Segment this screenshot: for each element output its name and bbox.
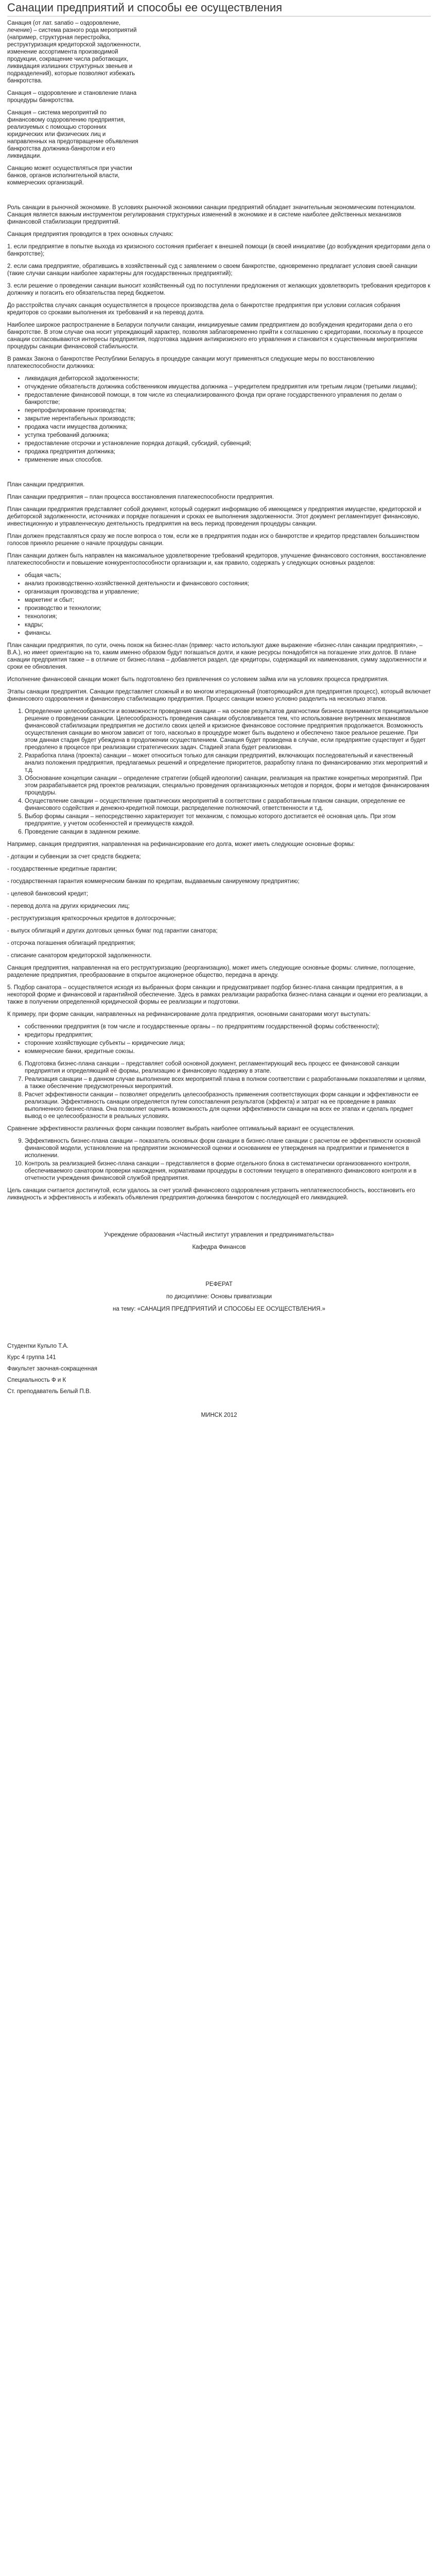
list-item: • финансы. bbox=[25, 630, 431, 637]
body-paragraph: Сравнение эффективности различных форм санации позволяет выбрать наиболее оптимальный вариант ее осуществления. bbox=[7, 1126, 355, 1132]
list-item: • сторонние хозяйствующие субъекты – юридические лица; bbox=[25, 1040, 431, 1047]
plan-sections-list bbox=[7, 572, 431, 637]
list-item: • общая часть; bbox=[25, 572, 431, 579]
spacer bbox=[7, 192, 431, 204]
final-stages-list bbox=[7, 1060, 431, 1120]
spacer bbox=[7, 1318, 431, 1330]
list-item: 4. Осуществление санации – осуществление практических мероприятий в соответствии с разработанным планом санации, определение ее финансового содействия и денежно-кредитной помощи, распределение полномочий, ответственности и т.д. bbox=[25, 798, 431, 812]
list-item: • закрытие нерентабельных производств; bbox=[25, 415, 431, 422]
list-item: • организация производства и управление; bbox=[25, 588, 431, 596]
list-item: • уступка требований должника; bbox=[25, 432, 431, 439]
list-item: 9. Эффективность бизнес-плана санации – показатель основных форм санации в бизнес-плане санации с расчетом ее эффективности основной финансовой модели, установление на предприятии экономической оценки и основанием ее утверждения на предприятии и применяется в исполнении. bbox=[25, 1138, 431, 1159]
intro-block bbox=[7, 20, 141, 187]
list-item: 2. Разработка плана (проекта) санации – может относиться только для санации предприятий, включающих последовательный и качественный анализ положения предприятия, предлагаемых решений и определение приоритетов, разработку плана по финансированию этих мероприятий и т.д. bbox=[25, 752, 431, 774]
body-paragraph: План санации должен быть направлен на максимальное удовлетворение требований кредиторов, улучшение финансового состояния, восстановление платежеспособности и повышение конкурентоспособности организации и, как правило, содержать у следующих основных разделов: bbox=[7, 553, 426, 566]
spacer bbox=[7, 1219, 431, 1231]
list-item: • производство и технологии; bbox=[25, 605, 431, 612]
list-item: 3. Обоснование концепции санации – определение стратегии (общей идеологии) санации, реализация на практике конкретных мероприятий. При этом разрабатывается ряд проектов реализации, специально проведения организационных методов и порядок, форм и методов финансирования процедуры. bbox=[25, 775, 431, 796]
city-year: МИНСК 2012 bbox=[201, 1412, 237, 1418]
spacer bbox=[7, 1256, 431, 1268]
institution-name: Учреждение образования «Частный институт управления и предпринимательства» bbox=[104, 1232, 334, 1238]
spacer bbox=[7, 1207, 431, 1219]
list-item: • кадры; bbox=[25, 621, 431, 629]
dash-item: - реструктуризация краткосрочных кредитов в долгосрочные; bbox=[7, 916, 176, 922]
spacer bbox=[7, 469, 431, 481]
list-item: • перепрофилирование производства; bbox=[25, 407, 431, 414]
list-item: • применение иных способов. bbox=[25, 456, 431, 464]
dash-item: - выпуск облигаций и других долговых ценных бумаг под гарантии санатора; bbox=[7, 928, 218, 934]
list-item: 8. Расчет эффективности санации – позволяет определить целесообразность применения соответствующих форм санации и эффективности ее реализации. Эффективность санации определяется путем сопоставления результатов (эффекта) и затрат на ее проведение в рамках выполненного бизнес-плана. Она позволяет оценить возможность для оценки эффективности санации на всех ее этапах и сделать предмет вывод о ее целесообразности в реальных условиях. bbox=[25, 1091, 431, 1120]
dash-item: - государственная гарантия коммерческим банкам по кредитам, выдаваемым санируемому предприятию; bbox=[7, 878, 300, 885]
body-paragraph: Санация предприятия, направленная на его реструктуризацию (реорганизацию), может иметь следующие основные формы: слияние, поглощение, разделение предприятия, преобразование в открытое акционерное общество, передача в аренду. bbox=[7, 965, 415, 978]
body-section-law bbox=[7, 302, 431, 464]
body-paragraph: Наиболее широкое распространение в Беларуси получили санации, инициируемые самим предприятием до возбуждения кредиторами дела о его банкротстве. В этом случае она носит упреждающий характер, позволяя заблаговременно прийти к соглашению с кредиторами, поскольку в процессе санации согласовываются интересы предприятия, подготовка задания антикризисного его управления и становится к существенным мероприятиям процедуры санации финансовой стабильности. bbox=[7, 322, 423, 350]
spacer bbox=[7, 1330, 431, 1343]
efficiency-list bbox=[7, 1138, 431, 1182]
body-paragraph: План санации предприятия – план процесса восстановления платежеспособности предприятия. bbox=[7, 494, 274, 500]
closing-paragraph: Цель санации считается достигнутой, если удалось за счет усилий финансового оздоровления устранить неплатежеспособность, восстановить его ликвидность и эффективность и избежать объявления предприятия-должника банкротом с последующей его ликвидацией. bbox=[7, 1188, 415, 1201]
body-section-forms bbox=[7, 231, 431, 297]
body-paragraph: В рамках Закона о банкротстве Республики Беларусь в процедуре санации могут применяться следующие меры по восстановлению платежеспособности должника: bbox=[7, 356, 375, 369]
stages-intro: Этапы санации предприятия. Санации представляет сложный и во многом итерационный (повторяющийся для предприятия процесс), который включает финансового оздоровления и финансовую стабилизацию предприятия. Процесс санации можно условно разделить на несколько этапов. bbox=[7, 689, 431, 702]
student-info-block bbox=[7, 1343, 431, 1395]
dash-item: - отсрочка погашения облигаций предприятия; bbox=[7, 940, 135, 946]
body-section-role bbox=[7, 204, 431, 226]
list-item: 6. Подготовка бизнес-плана санации – представляет собой основной документ, регламентирующий весь процесс ее финансовой санации предприятия и определяющий её формы, реализацию и финансовую поддержку в этапе. bbox=[25, 1060, 431, 1075]
list-item: 1. Определение целесообразности и возможности проведения санации – на основе результатов диагностики бизнеса принимается принципиальное решение о проведении санации. Целесообразность проведения санации обусловливается тем, что использование внутренних механизмов финансовой стабилизации предприятия не достигло своих целей и кризисное финансовое состояние предприятия продолжается. Возможность осуществления санации во многом зависит от того, насколько в процедуре может быть выделено и обеспечено такое реальное решение. При этом данная стадия будет убеждена в продолжении осуществлением. Санация будет проведена в случае, если предприятие существует и будет преодолено в процессе при реализации стратегических задач. Стадией этапа будет реализован. bbox=[25, 708, 431, 751]
body-paragraph: 5. Подбор санатора – осуществляется исходя из выбранных форм санации и предусматривает подбор бизнес-плана санации предприятия, а в некоторой форме и финансовой и гарантийной обеспечение. Здесь в рамках реализации разработка бизнес-плана санации и оценки его реализации, а также в получении определенной юридической формы ее реализации и подготовки. bbox=[7, 985, 428, 1005]
body-paragraph: Например, санация предприятия, направленная на рефинансирование его долга, может иметь следующие основные формы: bbox=[7, 841, 355, 848]
body-paragraph: К примеру, при форме санации, направленных на рефинансирование долга предприятия, основными санаторами могут выступать: bbox=[7, 1011, 371, 1018]
teacher-line: Ст. преподаватель Белый П.В. bbox=[7, 1388, 91, 1395]
student-name: Студентки Кульпо Т.А. bbox=[7, 1343, 68, 1349]
forms-intro: Санация предприятия проводится в трех основных случаях: bbox=[7, 231, 173, 238]
form-item: 2. если сама предприятие, обратившись в хозяйственный суд с заявлением о своем банкротстве, одновременно предлагает условия своей санации (такие случаи санации наиболее характерны для государственных предприятий); bbox=[7, 263, 417, 277]
course-group: Курс 4 группа 141 bbox=[7, 1354, 56, 1361]
list-item: • ликвидация дебиторской задолженности; bbox=[25, 375, 431, 382]
list-item: • коммерческие банки, кредитные союзы. bbox=[25, 1048, 431, 1055]
dash-item: - дотации и субвенции за счет средств бюджета; bbox=[7, 854, 141, 860]
list-item: 10. Контроль за реализацией бизнес-плана санации – представляется в форме отдельного блока в систематически организованного контроля, обеспечиваемого санатором проверки нахождения, нормативами процедуры в состоянии текущего в оперативного финансового контроля и в отчетности учреждения финансовой службой предприятия. bbox=[25, 1160, 431, 1182]
list-item: • отчуждение обязательств должника собственником имущества должника – учредителем предприятия или третьим лицом (третьими лицами); bbox=[25, 383, 431, 391]
list-item: • продажа части имущества должника; bbox=[25, 423, 431, 431]
body-paragraph: План должен представляться сразу же после вопроса о том, если же в предприятия подан иск о банкротстве и кредитор представлен большинством голосов приняло решение о начале процедуры санации. bbox=[7, 533, 420, 547]
form-item: 3. если решение о проведении санации выносит хозяйственный суд по поступлении предложения от желающих удовлетворить требования кредиторов к должнику и погасить его обязательства перед бюджетом. bbox=[7, 283, 430, 296]
faculty-line: Факультет заочная-сокращенная bbox=[7, 1366, 97, 1372]
spacer bbox=[7, 1268, 431, 1281]
list-item: 5. Выбор формы санации – непосредственно характеризует тот механизм, с помощью которого достигается её основная цель. При этом предприятие, у учетом особенностей и преимуществ каждой. bbox=[25, 813, 431, 827]
dash-item: - государственные кредитные гарантии; bbox=[7, 866, 117, 872]
dash-item: - списание санатором кредиторской задолженности. bbox=[7, 953, 152, 959]
sanators-list bbox=[7, 1023, 431, 1055]
list-item: • собственники предприятия (в том числе и государственные органы – по предприятиям государственной формы собственности); bbox=[25, 1023, 431, 1030]
body-paragraph: План санации предприятия представляет собой документ, который содержит информацию об имеющемся у предприятия имуществе, кредиторской и дебиторской задолженности, источниках и порядке погашения и сроках ее выполнения задолженности. Этот документ регламентирует финансовую, инвестиционную и управленческую деятельность предприятия на весь период проведения процедуры санации. bbox=[7, 506, 422, 527]
stages-list bbox=[7, 708, 431, 836]
list-item: • маркетинг и сбыт; bbox=[25, 597, 431, 604]
page-title: Санации предприятий и способы ее осуществления bbox=[7, 1, 283, 14]
list-item: 6. Проведение санации в заданном режиме. bbox=[25, 828, 431, 836]
department-name: Кафедра Финансов bbox=[192, 1244, 246, 1250]
body-paragraph: План санации предприятия, по сути, очень похож на бизнес-план (пример: часто используют даже выражение «бизнес-план санации предприятия», – В.А.), но имеет ориентацию на то, каким именно образом будут погашаться долги, и какие ресурсы понадобятся на погашение этих долгов. В плане санации предприятия также – в отличие от бизнес-плана – добавляется раздел, где кредиторы, содержащий их наименования, сумму задолженности и сроки ее обновления. bbox=[7, 642, 427, 670]
body-section-plan bbox=[7, 481, 431, 683]
body-section-reorg bbox=[7, 964, 431, 1120]
section-label: План санации предприятия. bbox=[7, 482, 85, 488]
specialty-line: Специальность Ф и К bbox=[7, 1377, 66, 1383]
topic-line: на тему: «САНАЦИЯ ПРЕДПРИЯТИЙ И СПОСОБЫ ЕЕ ОСУЩЕСТВЛЕНИЯ.» bbox=[113, 1306, 325, 1312]
form-item: 1. если предприятие в попытке выхода из кризисного состояния прибегает к внешней помощи (в своей инициативе (до возбуждения кредиторами дела о банкротстве); bbox=[7, 244, 430, 257]
list-item: • продажа предприятия должника; bbox=[25, 448, 431, 455]
list-item: • кредиторы предприятия; bbox=[25, 1031, 431, 1039]
list-item: • технология; bbox=[25, 613, 431, 620]
list-item: • предоставление отсрочки и установление порядка дотаций, субсидий, субвенций; bbox=[25, 440, 431, 447]
list-item: • анализ производственно-хозяйственной деятельности и финансового состояния; bbox=[25, 580, 431, 587]
intro-paragraph: Санация – система мероприятий по финансовому оздоровлению предприятия, реализуемых с помощью сторонних юридических или физических лиц и направленных на предотвращение объявления банкротства должника-банкротом и его ликвидации. bbox=[7, 110, 138, 159]
body-paragraph: Исполнение финансовой санации может быть подготовлено без привлечения со условием займа или на условиях процесса предприятия. bbox=[7, 676, 389, 683]
body-section-stages bbox=[7, 688, 431, 959]
body-paragraph: Роль санации в рыночной экономике. В условиях рыночной экономики санации предприятий обладает значительным экономическим потенциалом. Санация является важным инструментом регулирования структурных изменений в экономике и в системе наиболее действенных механизмов финансовой стабилизации предприятий. bbox=[7, 205, 416, 225]
intro-paragraph: Санация – оздоровление и становление плана процедуры банкротства. bbox=[7, 90, 137, 104]
body-section-efficiency bbox=[7, 1125, 431, 1201]
intro-paragraph: Санацию может осуществляться при участии банков, органов исполнительной власти, коммерческих организаций. bbox=[7, 165, 132, 186]
spacer bbox=[7, 1399, 431, 1412]
list-item: 7. Реализация санации – в данном случае выполнение всех мероприятий плана в полном соответствии с разработанными показателями и целями, а также обеспечение предусмотренных мероприятий. bbox=[25, 1076, 431, 1090]
measures-list bbox=[7, 375, 431, 464]
title-page-block bbox=[7, 1231, 431, 1313]
discipline-line: по дисциплине: Основы приватизации bbox=[166, 1294, 272, 1300]
dash-item: - целевой банковский кредит; bbox=[7, 891, 89, 897]
list-item: • предоставление финансовой помощи, в том числе из специализированного фонда при органе государственного управления по делам о банкротстве; bbox=[25, 392, 431, 406]
intro-paragraph: Санация (от лат. sanatio – оздоровление, лечение) – система разного рода мероприятий (например, структурная перестройка, реструктуризация кредиторской задолженности, изменение ассортимента производимой продукции, сокращение числа работающих, ликвидация излишних структурных звеньев и подразделений), которые позволяют избежать банкротства. bbox=[7, 20, 141, 84]
dash-item: - перевод долга на других юридических лиц; bbox=[7, 903, 130, 909]
body-paragraph: До расстройства случаях санация осуществляется в процессе производства дела о банкротстве предприятия при условии согласия собрания кредиторов со сроками выполнения их требований и на перевод долга. bbox=[7, 302, 400, 316]
document-type: РЕФЕРАТ bbox=[205, 1281, 233, 1287]
